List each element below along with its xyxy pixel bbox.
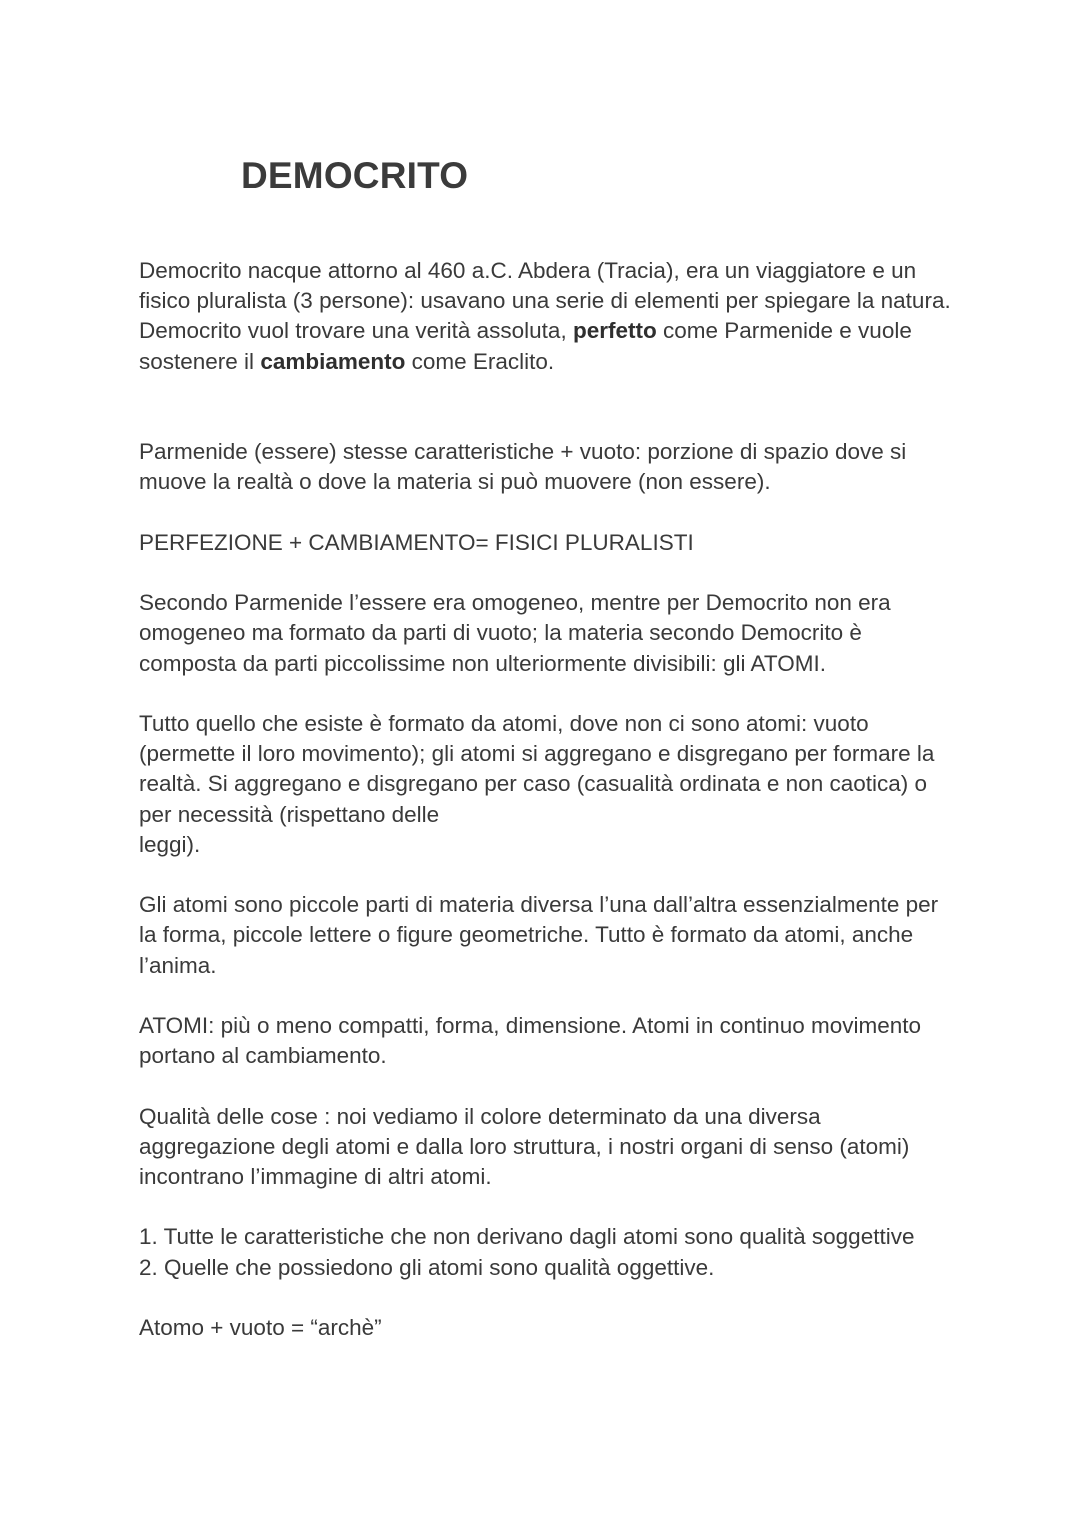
atomi-paragraph: ATOMI: più o meno compatti, forma, dimensione. Atomi in continuo movimento portano al cambiamento. [139,1012,922,1069]
qualita-paragraph: Qualità delle cose : noi vediamo il colore determinato da una diversa aggregazione degli atomi e dalla loro struttura, i nostri organi di senso (atomi) incontrano l’immagine di altri atomi. [139,1103,910,1189]
spacer [139,1192,959,1222]
spacer [139,860,959,890]
intro-text-2: come Parmenide e vuole sostenere il [139,318,912,374]
tutto-line-1: Tutto quello che esiste è formato da atomi, dove non ci sono atomi: vuoto (permette il loro movimento); gli atomi si aggregano e disgregano per formare la realtà. Si aggregano e disgregano per caso (casualità ordinata e non caotica) o per necessità (rispettano delle [139,710,935,827]
spacer [139,558,959,588]
intro-text-1: Democrito nacque attorno al 460 a.C. Abdera (Tracia), era un viaggiatore e un fisico pluralista (3 persone): usavano una serie di elementi per spiegare la natura. Democrito vuol trovare una verità assoluta, [139,258,951,344]
list-item-1: 1. Tutte le caratteristiche che non derivano dagli atomi sono qualità soggettive [139,1224,915,1250]
omogeneo-paragraph: Secondo Parmenide l’essere era omogeneo, mentre per Democrito non era omogeneo ma formato da parti di vuoto; la materia secondo Democrito è composta da parti piccolissime non ulteriormente divisibili: gli ATOMI. [139,590,891,676]
intro-text-3: come Eraclito. [405,348,555,374]
spacer [139,377,959,437]
document-body [139,256,959,1343]
intro-paragraph [139,256,959,377]
arche-line: Atomo + vuoto = “archè” [139,1314,382,1340]
bold-cambiamento: cambiamento [260,348,406,374]
tutto-line-2: leggi). [139,831,201,857]
spacer [139,1283,959,1313]
page-title: DEMOCRITO [241,155,469,196]
forma-paragraph: Gli atomi sono piccole parti di materia diversa l’una dall’altra essenzialmente per la forma, piccole lettere o figure geometriche. Tutto è formato da atomi, anche l’anima. [139,892,939,978]
spacer [139,679,959,709]
spacer [139,1071,959,1101]
tutto-paragraph [139,709,959,860]
bold-perfetto: perfetto [572,318,657,344]
spacer [139,981,959,1011]
spacer [139,498,959,528]
parmenide-paragraph: Parmenide (essere) stesse caratteristiche + vuoto: porzione di spazio dove si muove la realtà o dove la materia si può muovere (non essere). [139,439,907,495]
formula-line: PERFEZIONE + CAMBIAMENTO= FISICI PLURALISTI [139,529,694,555]
list-item-2: 2. Quelle che possiedono gli atomi sono qualità oggettive. [139,1254,715,1280]
